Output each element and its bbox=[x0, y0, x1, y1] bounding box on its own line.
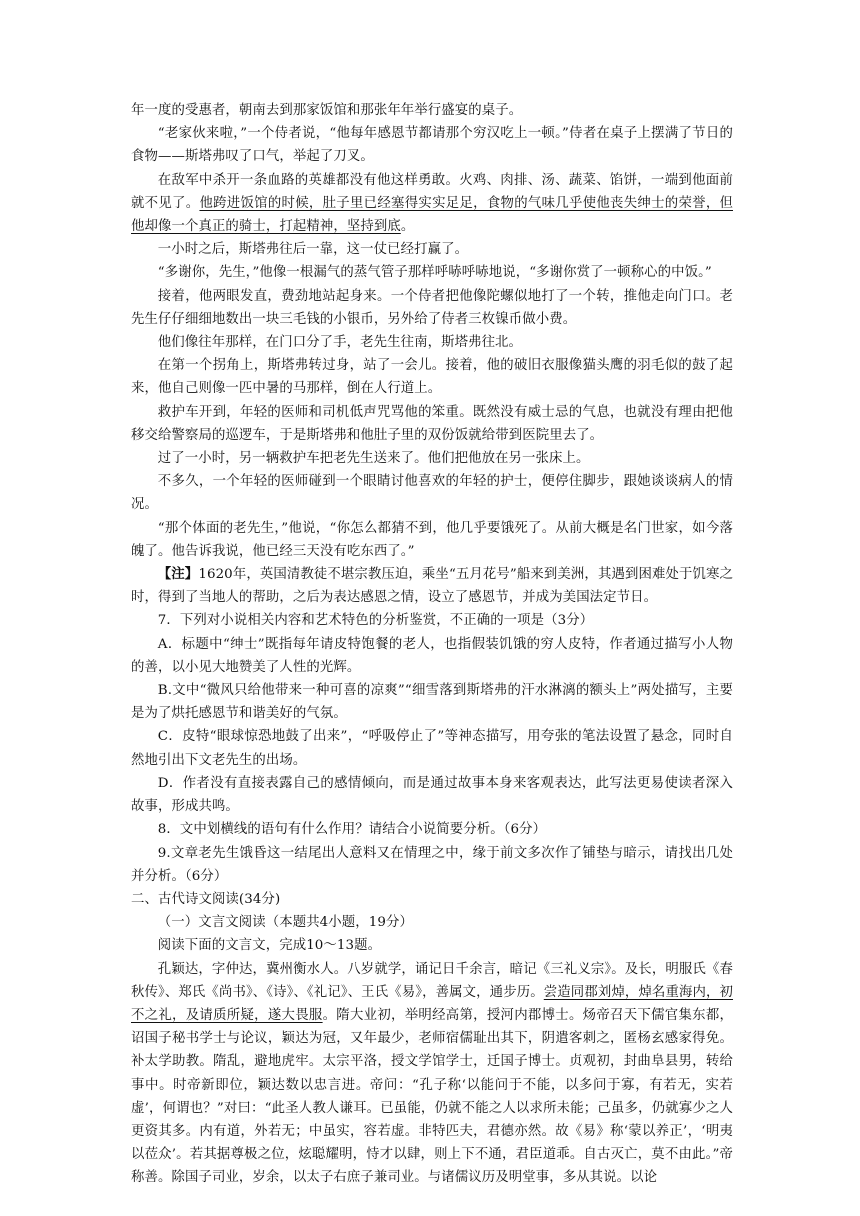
story-paragraph: 接着，他两眼发直，费劲地站起身来。一个侍者把他像陀螺似地打了一个转，推他走向门口。老先生仔仔细细地数出一块三毛钱的小银币，另外给了侍者三枚镍币做小费。 bbox=[131, 288, 733, 327]
document-body bbox=[131, 99, 733, 1190]
question-7-option-b: B.文中“微风只给他带来一种可喜的凉爽”“细雪落到斯塔弗的汗水淋漓的额头上”两处描写，主要是为了烘托感恩节和谐美好的气氛。 bbox=[131, 683, 733, 722]
question-7-option-a: A．标题中“绅士”既指每年请皮特饱餐的老人，也指假装饥饿的穷人皮特，作者通过描写小人物的善，以小见大地赞美了人性的光辉。 bbox=[131, 636, 733, 675]
question-9: 9.文章老先生饿昏这一结尾出人意料又在情理之中，缘于前文多次作了铺垫与暗示，请找出几处并分析。（6分） bbox=[131, 845, 733, 884]
story-text: 。 bbox=[400, 219, 415, 235]
reading-instruction: 阅读下面的文言文，完成10～13题。 bbox=[157, 938, 382, 954]
subsection-title: （一）文言文阅读（本题共4小题，19分） bbox=[157, 915, 413, 931]
footnote-label: 【注】 bbox=[157, 566, 199, 583]
underlined-sentence: 他跨进饭馆的时候，肚子里已经塞得实实足足，食物的气味几乎使他丧失绅士的荣誉，但他却像一个真正的骑士，打起精神，坚持到底 bbox=[131, 195, 733, 235]
footnote bbox=[131, 563, 733, 609]
story-paragraph: 救护车开到，年轻的医师和司机低声咒骂他的笨重。既然没有威士忌的气息，也就没有理由把他移交给警察局的巡逻车，于是斯塔弗和他肚子里的双份饭就给带到医院里去了。 bbox=[131, 404, 733, 443]
section-title: 二、古代诗文阅读(34分) bbox=[131, 891, 281, 907]
story-paragraph: 一小时之后，斯塔弗往后一靠，这一仗已经打赢了。 bbox=[157, 242, 469, 258]
story-paragraph: “多谢你，先生，”他像一根漏气的蒸气管子那样呼哧呼哧地说，“多谢你赏了一顿称心的中饭。” bbox=[157, 265, 712, 281]
story-paragraph: 他们像往年那样，在门口分了手，老先生往南，斯塔弗往北。 bbox=[157, 335, 523, 351]
story-paragraph: 不多久，一个年轻的医师碰到一个眼睛讨他喜欢的年轻的护士，便停住脚步，跟她谈谈病人的情况。 bbox=[131, 474, 733, 513]
footnote-text: 1620年，英国清教徒不堪宗教压迫，乘坐“五月花号”船来到美洲，其遇到困难处于饥寒之时，得到了当地人的帮助，之后为表达感恩之情，设立了感恩节，并成为美国法定节日。 bbox=[131, 567, 733, 606]
question-8: 8．文中划横线的语句有什么作用？请结合小说简要分析。（6分） bbox=[157, 822, 547, 838]
classical-text: 孔颖达，字仲达，冀州衡水人。八岁就学，诵记日千余言，暗记《三礼义宗》。及长，明服氏《春秋传》、郑氏《尚书》、《诗》、《礼记》、王氏《易》，善属文，通步历。 bbox=[131, 961, 733, 1000]
question-7-option-d: D．作者没有直接表露自己的感情倾向，而是通过故事本身来客观表达，此写法更易使读者深入故事，形成共鸣。 bbox=[131, 775, 733, 815]
story-text: 在敌军中杀开一条血路的英雄都没有他这样勇敢。火鸡、肉排、汤、蔬菜、馅饼，一端到他面前就不见了。 bbox=[131, 172, 733, 211]
story-paragraph: 在第一个拐角上，斯塔弗转过身，站了一会儿。接着，他的破旧衣服像猫头鹰的羽毛似的鼓了起来，他自己则像一匹中暑的马那样，倒在人行道上。 bbox=[131, 358, 733, 397]
story-paragraph: “那个体面的老先生，”他说，“你怎么都猜不到，他几乎要饿死了。从前大概是名门世家，如今落魄了。他告诉我说，他已经三天没有吃东西了。” bbox=[131, 520, 733, 559]
story-paragraph-with-underline bbox=[131, 169, 733, 239]
story-paragraph: 年一度的受惠者，朝南去到那家饭馆和那张年年举行盛宴的桌子。 bbox=[131, 103, 523, 118]
story-paragraph: 过了一小时，另一辆救护车把老先生送来了。他们把他放在另一张床上。 bbox=[157, 451, 590, 467]
question-7: 7．下列对小说相关内容和艺术特色的分析鉴赏，不正确的一项是（3分） bbox=[157, 613, 594, 629]
story-paragraph: “老家伙来啦，”一个侍者说，“他每年感恩节都请那个穷汉吃上一顿。”侍者在桌子上摆满了节日的食物——斯塔弗叹了口气，举起了刀叉。 bbox=[131, 126, 733, 165]
classical-text-paragraph bbox=[131, 958, 733, 1190]
question-7-option-c: C．皮特“眼球惊恐地鼓了出来”，“呼吸停止了”等神态描写，用夸张的笔法设置了悬念，同时自然地引出下文老先生的出场。 bbox=[131, 729, 733, 768]
underlined-sentence: 尝造同郡刘焯，焯名重海内，初不之礼，及请质所疑，遂大畏服 bbox=[131, 984, 734, 1023]
classical-text: 。隋大业初，举明经高第，授河内郡博士。炀帝召天下儒官集东都，诏国子秘书学士与论议，颖达为冠，又年最少，老师宿儒耻出其下，阴遣客刺之，匿杨玄感家得免。补太学助教。隋乱，避地虎牢。太宗平洛，授文学馆学士，迁国子博士。贞观初，封曲阜县男，转给事中。时帝新即位，颖达数以忠言进。帝问：“孔子称‘以能问于不能，以多问于寡，有若无，实若虚’，何谓也？”对曰：“此圣人教人谦耳。已虽能，仍就不能之人以求所未能；己虽多，仍就寡少之人更资其多。内有道，外若无；中虽实，容若虚。非特匹夫，君德亦然。故《易》称‘蒙以养正’，‘明夷以莅众’。若其据尊极之位，炫聪耀明，恃才以肆，则上下不通，君臣道乖。自古灭亡，莫不由此。”帝称善。除国子司业，岁余，以太子右庶子兼司业。与诸儒议历及明堂事，多从其说。以论 bbox=[131, 1007, 733, 1186]
